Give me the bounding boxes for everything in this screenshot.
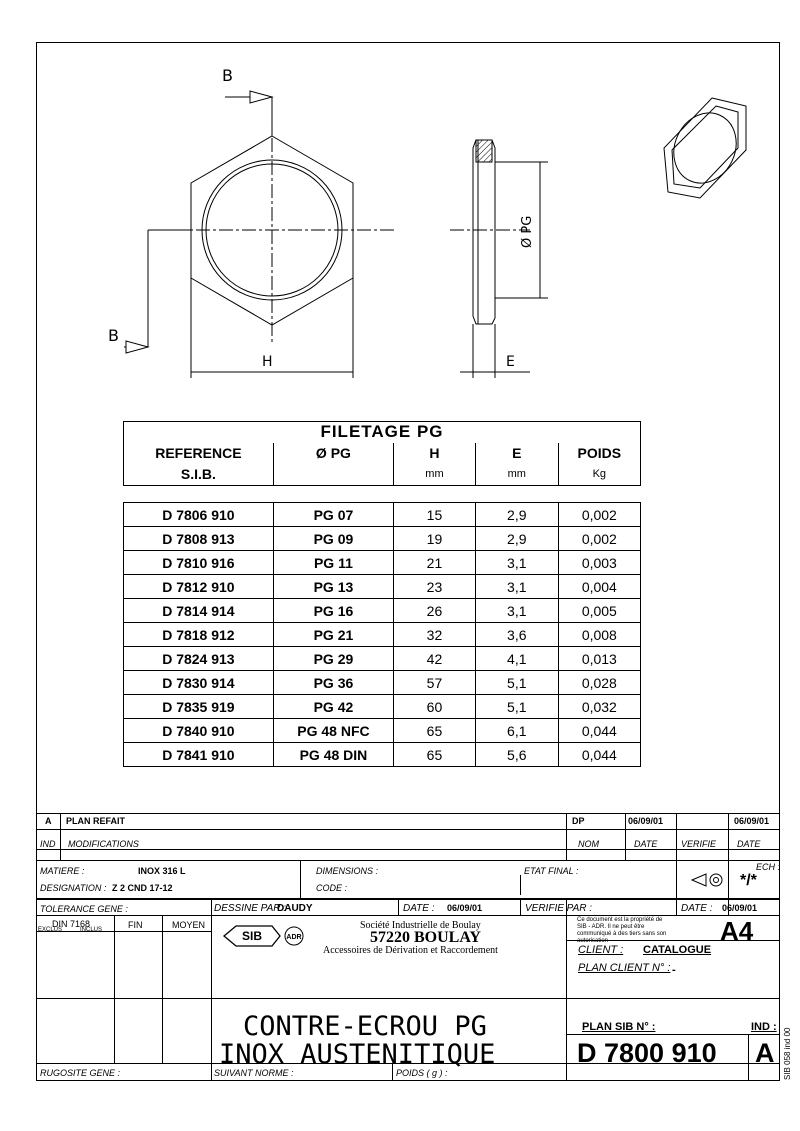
format-a4: A4 [720,916,754,946]
table-row [124,647,641,671]
dim-h-label: H [262,354,273,370]
side-view-outline [473,140,495,324]
header-e: E [475,443,558,464]
header-pg: Ø PG [273,443,393,464]
adr-logo-text: ADR [286,934,302,941]
poids-cell: 0,004 [558,575,640,599]
ref-cell: D 7814 914 [124,599,274,623]
poids-cell: 0,028 [558,671,640,695]
h-cell: 26 [394,599,476,623]
h-cell: 42 [394,647,476,671]
ind-value: A [755,1038,775,1068]
projection-symbol-icon [690,870,726,890]
pg-table [123,421,641,767]
date2-value: 06/09/01 [722,903,758,913]
col-modifications: MODIFICATIONS [68,839,139,849]
date-value: 06/09/01 [447,903,483,913]
inclus-label: INCLUS [80,927,103,933]
ech-value: */* [740,872,757,889]
col-date-2: DATE [737,839,761,849]
poids-cell: 0,044 [558,743,640,767]
header-reference-sub: S.I.B. [124,464,274,486]
header-poids-unit: Kg [558,464,640,486]
e-cell: 5,6 [475,743,558,767]
h-cell: 65 [394,743,476,767]
ech-label: ECH : [756,862,781,872]
plan-client-value: - [672,964,676,976]
din-label: DIN 7168 [52,919,91,929]
plan-client-label: PLAN CLIENT N° : [578,962,671,974]
verifie-label: VERIFIE PAR : [525,903,593,914]
exclus-label: EXCLUS [38,927,63,933]
header-e-unit: mm [475,464,558,486]
table-row [124,503,641,527]
matiere-value: INOX 316 L [138,866,186,876]
date2-label: DATE : [681,903,713,914]
ref-cell: D 7840 910 [124,719,274,743]
pg-cell: PG 48 NFC [273,719,393,743]
rugosite-label: RUGOSITE GENE : [40,1068,121,1078]
header-reference: REFERENCE [124,443,274,464]
designation-label: DESIGNATION : [40,883,107,893]
section-label-left: B [108,326,119,345]
h-cell: 57 [394,671,476,695]
col-ind: IND [40,839,56,849]
table-row [124,527,641,551]
poids-cell: 0,005 [558,599,640,623]
company-line1: Société Industrielle de Boulay [360,920,481,931]
col-nom: NOM [578,839,599,849]
etat-final-label: ETAT FINAL : [524,866,579,876]
sib-logo [220,920,310,954]
e-cell: 6,1 [475,719,558,743]
pg-cell: PG 16 [273,599,393,623]
plan-sib-label: PLAN SIB N° : [582,1021,656,1033]
h-cell: 32 [394,623,476,647]
h-cell: 23 [394,575,476,599]
ref-cell: D 7824 913 [124,647,274,671]
ref-cell: D 7808 913 [124,527,274,551]
table-row [124,575,641,599]
title-line1: CONTRE-ECROU PG [243,1011,487,1042]
pg-cell: PG 09 [273,527,393,551]
moyen-label: MOYEN [172,920,206,930]
pg-cell: PG 13 [273,575,393,599]
company-line3: Accessoires de Dérivation et Raccordement [323,945,498,956]
tolerance-label: TOLERANCE GENE : [40,904,128,914]
dimensions-label: DIMENSIONS : [316,866,379,876]
header-pg-sub [273,464,393,486]
pg-cell: PG 07 [273,503,393,527]
poids-cell: 0,013 [558,647,640,671]
side-code: SIB 058 ind 00 [783,1027,792,1080]
technical-drawing [0,0,800,420]
pg-cell: PG 42 [273,695,393,719]
ref-cell: D 7818 912 [124,623,274,647]
ref-cell: D 7841 910 [124,743,274,767]
dessine-label: DESSINE PAR : [214,903,287,914]
rev-description: PLAN REFAIT [66,816,126,826]
company-line2: 57220 BOULAY [370,929,481,946]
e-cell: 2,9 [475,527,558,551]
poids-cell: 0,032 [558,695,640,719]
poids-cell: 0,002 [558,527,640,551]
poids-cell: 0,002 [558,503,640,527]
suivant-norme-label: SUIVANT NORME : [214,1068,294,1078]
poids-label: POIDS ( g ) : [396,1068,448,1078]
table-body [124,503,641,767]
rev-verified-date: 06/09/01 [734,816,770,826]
h-cell: 65 [394,719,476,743]
table-row [124,695,641,719]
plan-number: D 7800 910 [577,1038,717,1068]
e-cell: 2,9 [475,503,558,527]
pg-cell: PG 48 DIN [273,743,393,767]
table-row [124,743,641,767]
h-cell: 15 [394,503,476,527]
client-label: CLIENT : [578,944,624,956]
table-row [124,599,641,623]
table-row [124,671,641,695]
ref-cell: D 7812 910 [124,575,274,599]
col-date: DATE [634,839,658,849]
date-label: DATE : [403,903,435,914]
e-cell: 5,1 [475,695,558,719]
e-cell: 4,1 [475,647,558,671]
table-row [124,551,641,575]
fin-label: FIN [128,920,143,930]
designation-value: Z 2 CND 17-12 [112,883,173,893]
poids-cell: 0,003 [558,551,640,575]
code-label: CODE : [316,883,348,893]
h-cell: 60 [394,695,476,719]
title-line2: INOX AUSTENITIQUE [219,1039,496,1070]
pg-cell: PG 21 [273,623,393,647]
pg-cell: PG 11 [273,551,393,575]
poids-cell: 0,044 [558,719,640,743]
h-cell: 21 [394,551,476,575]
ref-cell: D 7806 910 [124,503,274,527]
table-title: FILETAGE PG [124,422,641,443]
rev-author: DP [572,816,585,826]
col-verifie: VERIFIE [681,839,717,849]
client-value: CATALOGUE [643,944,712,956]
ownership-notice: Ce document est la propriété de SIB - ADR. Il ne peut être communiqué à des tiers sans son autorisation [577,917,667,944]
sib-logo-text: SIB [241,929,263,943]
header-poids: POIDS [558,443,640,464]
matiere-label: MATIERE : [40,866,85,876]
dim-e-label: E [506,354,515,370]
ind-label: IND : [751,1021,777,1033]
e-cell: 3,6 [475,623,558,647]
h-cell: 19 [394,527,476,551]
header-h: H [394,443,476,464]
table-row [124,719,641,743]
ref-cell: D 7835 919 [124,695,274,719]
table-row [124,623,641,647]
e-cell: 3,1 [475,599,558,623]
rev-date: 06/09/01 [628,816,664,826]
e-cell: 3,1 [475,575,558,599]
dessine-value: DAUDY [277,903,313,914]
section-label-top: B [222,66,233,85]
dim-pg-label: Ø PG [520,215,535,248]
ref-cell: D 7830 914 [124,671,274,695]
e-cell: 3,1 [475,551,558,575]
pg-cell: PG 36 [273,671,393,695]
poids-cell: 0,008 [558,623,640,647]
header-h-unit: mm [394,464,476,486]
pg-cell: PG 29 [273,647,393,671]
ref-cell: D 7810 916 [124,551,274,575]
rev-ind: A [45,816,52,826]
e-cell: 5,1 [475,671,558,695]
